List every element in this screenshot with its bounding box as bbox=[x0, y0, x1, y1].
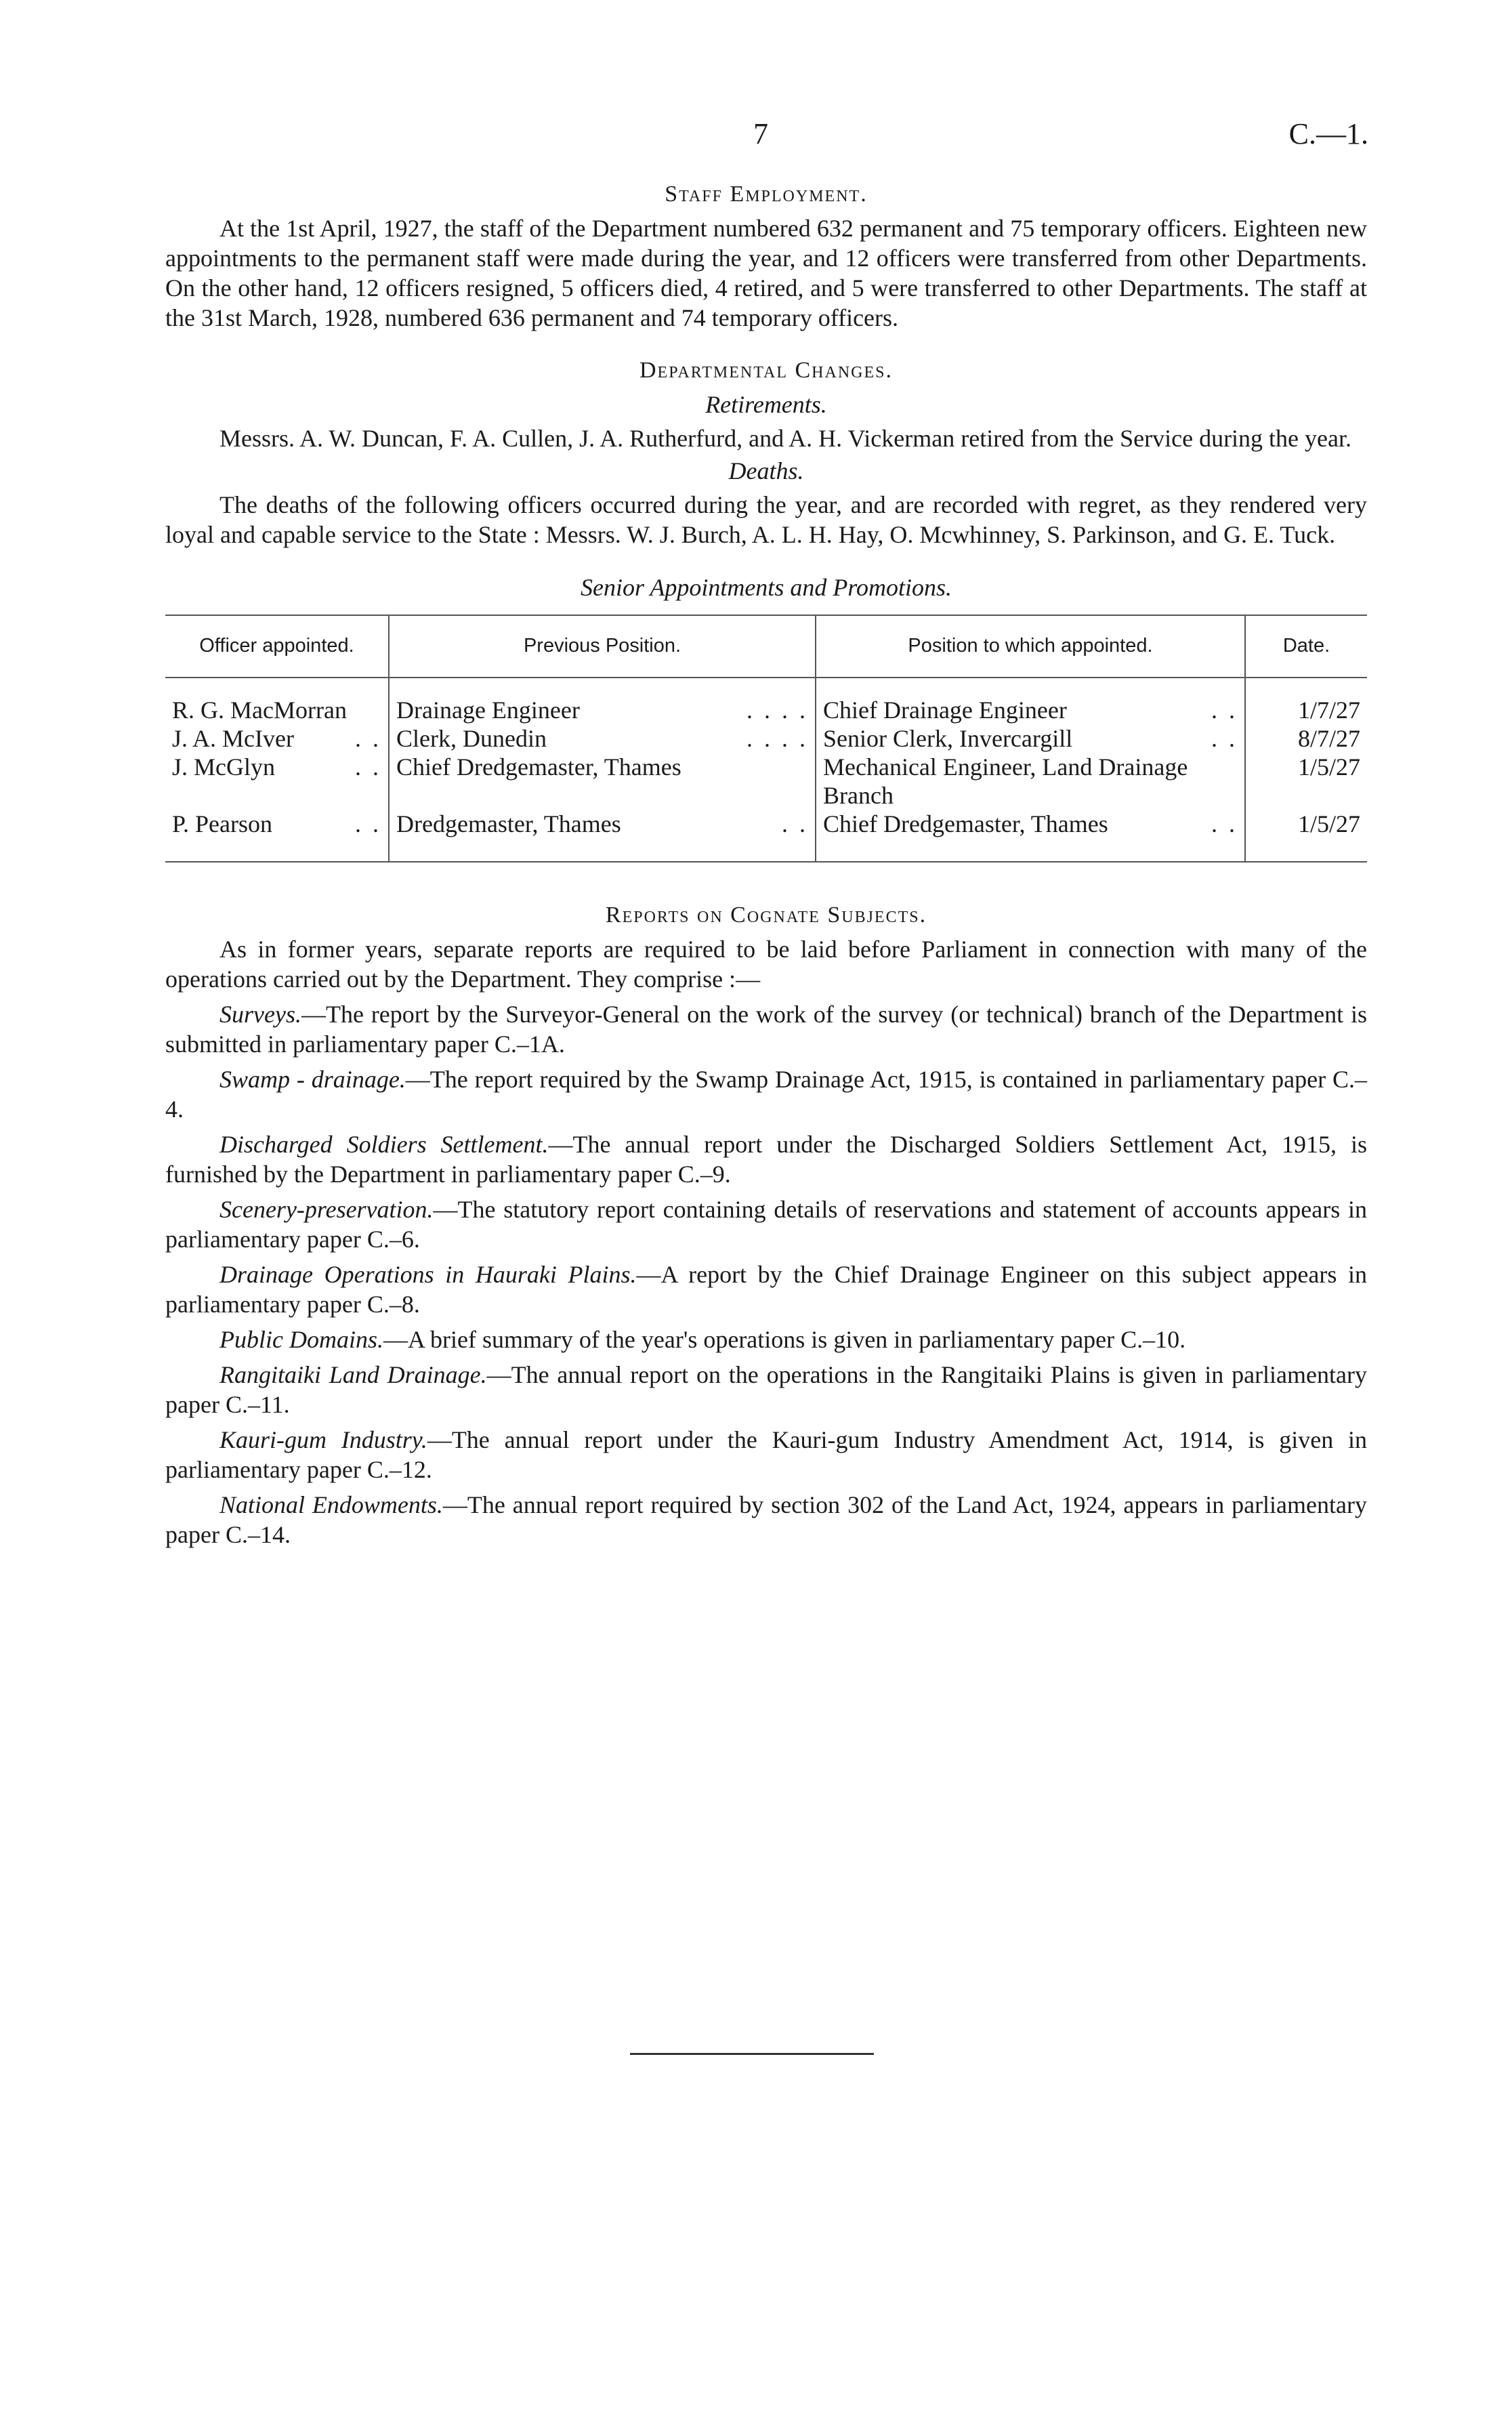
report-item bbox=[165, 1129, 1367, 1189]
report-item-text: —The report required by the Swamp Drainage Act, 1915, is contained in parliamentary paper C.–4. bbox=[165, 1066, 1367, 1123]
table-row bbox=[165, 678, 1367, 724]
report-item-text: —A brief summary of the year's operations is given in parliamentary paper C.–10. bbox=[383, 1326, 1186, 1353]
page-number: 7 bbox=[753, 117, 768, 150]
date-cell: 1/5/27 bbox=[1245, 810, 1367, 862]
staff-employment-heading: Staff Employment. bbox=[665, 182, 868, 207]
closing-rule bbox=[630, 2053, 874, 2055]
previous-position-cell: Dredgemaster, Thames . . bbox=[389, 810, 816, 862]
table-row bbox=[165, 724, 1367, 753]
reports-intro-paragraph: As in former years, separate reports are required to be laid before Parliament in connection with many of the operations carried out by the Department. They comprise :— bbox=[165, 936, 1367, 993]
appointments-section bbox=[165, 573, 1367, 862]
new-position-cell: Chief Drainage Engineer . . bbox=[816, 678, 1245, 724]
departmental-changes-section bbox=[165, 356, 1367, 549]
report-item bbox=[165, 999, 1367, 1059]
officer-cell: J. A. McIver . . bbox=[172, 725, 381, 752]
report-item-title: Kauri-gum Industry. bbox=[219, 1426, 427, 1453]
report-item-title: Scenery-preservation. bbox=[219, 1196, 434, 1223]
officer-cell: P. Pearson . . bbox=[172, 810, 381, 837]
report-item bbox=[165, 1360, 1367, 1419]
deaths-paragraph: The deaths of the following officers occurred during the year, and are recorded with regret, as they rendered very loyal and capable service to the State : Messrs. W. J. Burch, A. L. H. Hay, O. Mcwhinney, S. Parkinson, and G. E. Tuck. bbox=[165, 491, 1367, 548]
report-item-text: —The report by the Surveyor-General on the work of the survey (or technical) branch of the Department is submitted in parliamentary paper C.–1A. bbox=[165, 1001, 1367, 1058]
table-row bbox=[165, 810, 1367, 862]
report-item-title: Public Domains. bbox=[219, 1326, 383, 1353]
deaths-heading: Deaths. bbox=[728, 457, 804, 484]
date-cell: 8/7/27 bbox=[1245, 724, 1367, 753]
previous-position-cell: Clerk, Dunedin . . . . bbox=[389, 724, 816, 753]
report-item-text: —The annual report required by section 302 of the Land Act, 1924, appears in parliamentary paper C.–14. bbox=[165, 1491, 1367, 1548]
report-item-title: Swamp - drainage. bbox=[219, 1066, 406, 1093]
date-cell: 1/5/27 bbox=[1245, 753, 1367, 810]
report-item-title: Rangitaiki Land Drainage. bbox=[219, 1361, 487, 1388]
report-item-text: —The annual report on the operations in the Rangitaiki Plains is given in parliamentary paper C.–11. bbox=[165, 1361, 1367, 1418]
departmental-changes-heading: Departmental Changes. bbox=[639, 358, 893, 383]
officer-cell: R. G. MacMorran bbox=[172, 696, 347, 724]
staff-employment-paragraph: At the 1st April, 1927, the staff of the Department numbered 632 permanent and 75 temporary officers. Eighteen new appointments to the permanent staff were made during the year, and 12 officers were transferred from other Departments. On the other hand, 12 officers resigned, 5 officers died, 4 retired, and 5 were transferred to other Departments. The staff at the 31st March, 1928, numbered 636 permanent and 74 temporary officers. bbox=[165, 215, 1367, 331]
column-header-previous-position: Previous Position. bbox=[389, 615, 816, 678]
report-item-title: Drainage Operations in Hauraki Plains. bbox=[219, 1261, 637, 1288]
retirements-paragraph: Messrs. A. W. Duncan, F. A. Cullen, J. A. Rutherfurd, and A. H. Vickerman retired from the Service during the year. bbox=[219, 425, 1351, 452]
retirements-heading: Retirements. bbox=[705, 391, 827, 418]
reports-section bbox=[165, 900, 1367, 1550]
column-header-officer: Officer appointed. bbox=[165, 615, 389, 678]
appointments-table bbox=[165, 615, 1367, 862]
previous-position-cell: Chief Dredgemaster, Thames bbox=[389, 753, 816, 810]
staff-employment-section bbox=[165, 180, 1367, 333]
report-item bbox=[165, 1490, 1367, 1550]
appointments-table-title: Senior Appointments and Promotions. bbox=[581, 574, 952, 601]
report-item-title: National Endowments. bbox=[219, 1491, 443, 1518]
column-header-date: Date. bbox=[1245, 615, 1367, 678]
table-header-row bbox=[165, 615, 1367, 678]
column-header-new-position: Position to which appointed. bbox=[816, 615, 1245, 678]
officer-cell: J. McGlyn . . bbox=[172, 753, 381, 781]
previous-position-cell: Drainage Engineer . . . . bbox=[389, 678, 816, 724]
report-item-title: Discharged Soldiers Settlement. bbox=[219, 1131, 549, 1158]
report-item bbox=[165, 1325, 1367, 1354]
report-item-text: —The statutory report containing details of reservations and statement of accounts appears in parliamentary paper C.–6. bbox=[165, 1196, 1367, 1253]
report-item bbox=[165, 1260, 1367, 1319]
report-item bbox=[165, 1064, 1367, 1124]
report-item-title: Surveys. bbox=[219, 1001, 301, 1028]
date-cell: 1/7/27 bbox=[1245, 678, 1367, 724]
table-row bbox=[165, 753, 1367, 810]
report-item bbox=[165, 1425, 1367, 1484]
report-item bbox=[165, 1194, 1367, 1254]
new-position-cell: Senior Clerk, Invercargill . . bbox=[816, 724, 1245, 753]
page-reference: C.—1. bbox=[1288, 117, 1368, 150]
new-position-cell: Mechanical Engineer, Land Drainage Branch bbox=[816, 753, 1245, 810]
new-position-cell: Chief Dredgemaster, Thames . . bbox=[816, 810, 1245, 862]
report-item-text: —A report by the Chief Drainage Engineer on this subject appears in parliamentary paper C.–8. bbox=[165, 1261, 1367, 1318]
page-content bbox=[165, 180, 1367, 1550]
report-item-text: —The annual report under the Discharged Soldiers Settlement Act, 1915, is furnished by the Department in parliamentary paper C.–9. bbox=[165, 1131, 1367, 1188]
reports-heading: Reports on Cognate Subjects. bbox=[605, 902, 927, 928]
report-item-text: —The annual report under the Kauri-gum Industry Amendment Act, 1914, is given in parliamentary paper C.–12. bbox=[165, 1426, 1367, 1483]
